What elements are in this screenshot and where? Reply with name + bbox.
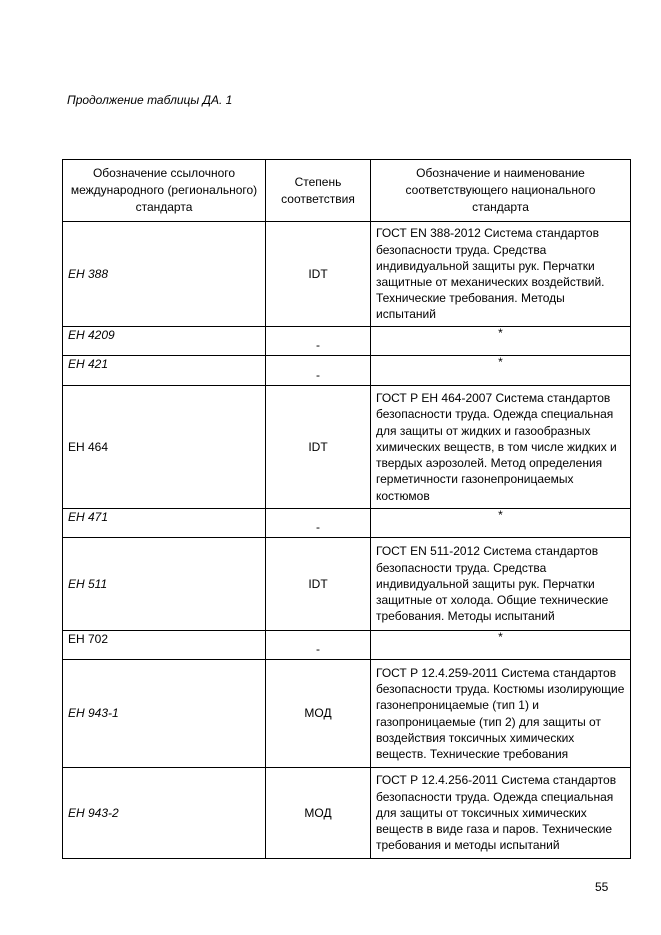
header-degree-of-conformity: Степень соответствия: [266, 160, 371, 222]
conformity-degree: МОД: [266, 768, 371, 859]
national-standard: ГОСТ Р 12.4.259-2011 Система стандартов безопасности труда. Костюмы изолирующие газонепроницаемые (тип 1) и газопроницаемые (тип 2) для защиты от воздействия токсичных химических веществ. Технические требования: [371, 660, 631, 768]
reference-code: EH 464: [63, 386, 266, 509]
header-national-standard: Обозначение и наименование соответствующего национального стандарта: [371, 160, 631, 222]
table-caption: Продолжение таблицы ДА. 1: [67, 93, 233, 107]
national-standard: ГОСТ Р ЕН 464-2007 Система стандартов безопасности труда. Одежда специальная для защиты от жидких и газообразных химических веществ, в том числе жидких и твердых аэрозолей. Метод определения герметичности газонепроницаемых костюмов: [371, 386, 631, 509]
table-row: [63, 327, 631, 356]
conformity-degree: -: [266, 631, 371, 660]
national-standard: *: [371, 509, 631, 538]
national-standard: *: [371, 356, 631, 386]
table-row: [63, 768, 631, 859]
reference-code: EH 4209: [63, 327, 266, 356]
national-standard: ГОСТ Р 12.4.256-2011 Система стандартов безопасности труда. Одежда специальная для защиты от токсичных химических веществ в виде газа и паров. Технические требования и методы испытаний: [371, 768, 631, 859]
conformity-degree: -: [266, 356, 371, 386]
national-standard: *: [371, 631, 631, 660]
reference-code: EH 943-2: [63, 768, 266, 859]
reference-code: EH 471: [63, 509, 266, 538]
table-row: [63, 538, 631, 631]
conformity-degree: IDT: [266, 386, 371, 509]
table-header-row: [63, 160, 631, 222]
header-reference-standard: Обозначение ссылочного международного (регионального) стандарта: [63, 160, 266, 222]
table-row: [63, 356, 631, 386]
page-number: 55: [595, 880, 609, 894]
conformity-degree: IDT: [266, 538, 371, 631]
conformity-degree: -: [266, 509, 371, 538]
reference-code: EH 702: [63, 631, 266, 660]
conformity-degree: -: [266, 327, 371, 356]
table-row: [63, 386, 631, 509]
national-standard: *: [371, 327, 631, 356]
reference-code: EH 421: [63, 356, 266, 386]
conformity-degree: IDT: [266, 222, 371, 327]
reference-code: EH 511: [63, 538, 266, 631]
standards-table: [62, 159, 631, 859]
conformity-degree: МОД: [266, 660, 371, 768]
national-standard: ГОСТ EN 511-2012 Система стандартов безопасности труда. Средства индивидуальной защиты рук. Перчатки защитные от холода. Общие технические требования. Методы испытаний: [371, 538, 631, 631]
table-row: [63, 660, 631, 768]
table-row: [63, 631, 631, 660]
table-row: [63, 222, 631, 327]
table-row: [63, 509, 631, 538]
reference-code: EH 388: [63, 222, 266, 327]
national-standard: ГОСТ EN 388-2012 Система стандартов безопасности труда. Средства индивидуальной защиты рук. Перчатки защитные от механических воздействий. Технические требования. Методы испытаний: [371, 222, 631, 327]
reference-code: EH 943-1: [63, 660, 266, 768]
